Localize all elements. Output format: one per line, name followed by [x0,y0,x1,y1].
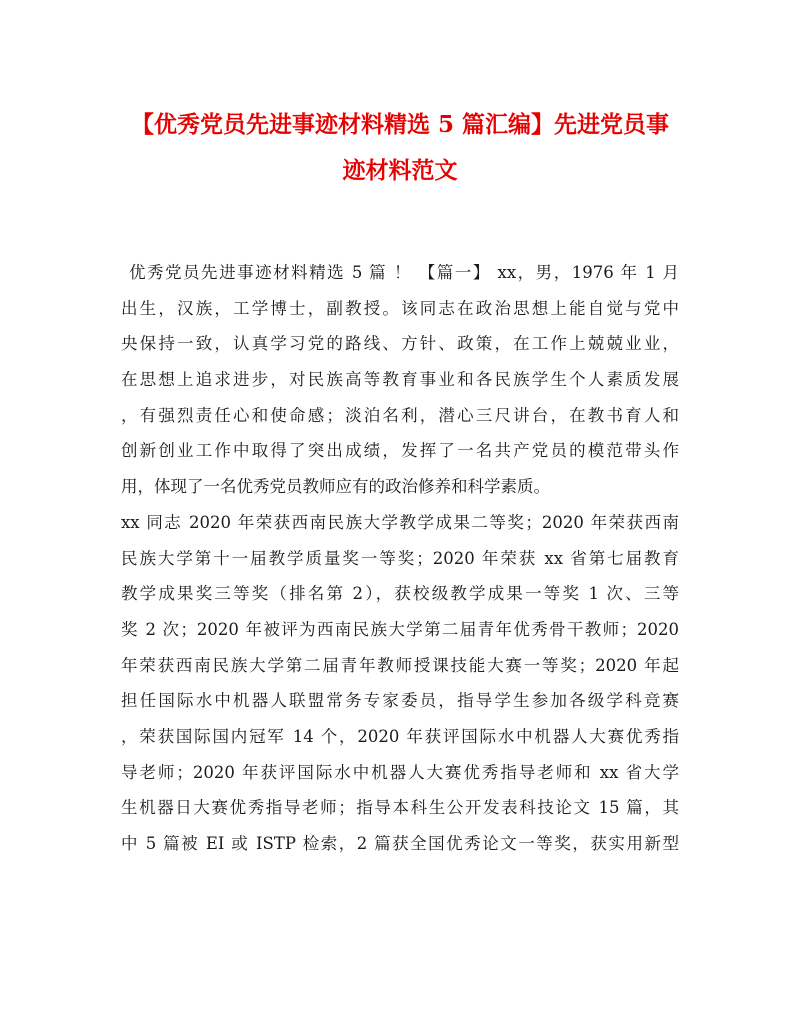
text-line: ，荣获国际国内冠军 14 个，2020 年获评国际水中机器人大赛优秀指 [121,726,679,746]
text-line: ，有强烈责任心和使命感；淡泊名利，潜心三尺讲台，在教书育人和 [121,405,679,425]
text-line: 生机器日大赛优秀指导老师；指导本科生公开发表科技论文 15 篇，其 [121,798,679,818]
text-line: 民族大学第十一届教学质量奖一等奖；2020 年荣获 xx 省第七届教育 [121,548,679,568]
paragraph-1 [121,255,679,505]
text-line: 创新创业工作中取得了突出成绩，发挥了一名共产党员的模范带头作 [121,441,679,461]
document-body [121,255,679,862]
text-line: 教学成果奖三等奖（排名第 2），获校级教学成果一等奖 1 次、三等 [121,584,679,604]
paragraph-2 [121,505,679,862]
text-line: 年荣获西南民族大学第二届青年教师授课技能大赛一等奖；2020 年起 [121,655,679,675]
text-line: 担任国际水中机器人联盟常务专家委员，指导学生参加各级学科竞赛 [121,691,679,711]
title-line: 【优秀党员先进事迹材料精选 5 篇汇编】先进党员事 [130,111,670,138]
text-line: 导老师；2020 年获评国际水中机器人大赛优秀指导老师和 xx 省大学 [121,762,679,782]
text-line: 出生，汉族，工学博士，副教授。该同志在政治思想上能自觉与党中 [121,298,679,318]
text-line: 优秀党员先进事迹材料精选 5 篇 ！ 【篇一】 xx，男，1976 年 1 月 [129,263,679,282]
text-line: 奖 2 次；2020 年被评为西南民族大学第二届青年优秀骨干教师；2020 [121,619,679,639]
text-line: xx 同志 2020 年荣获西南民族大学教学成果二等奖；2020 年荣获西南 [121,512,679,532]
document-title [100,102,700,194]
text-line: 央保持一致，认真学习党的路线、方针、政策，在工作上兢兢业业， [121,334,679,354]
title-line: 迹材料范文 [342,157,458,184]
text-line: 中 5 篇被 EI 或 ISTP 检索，2 篇获全国优秀论文一等奖，获实用新型 [121,834,679,853]
text-line: 在思想上追求进步，对民族高等教育事业和各民族学生个人素质发展 [121,370,679,390]
text-line: 用，体现了一名优秀党员教师应有的政治修养和科学素质。 [121,477,550,497]
